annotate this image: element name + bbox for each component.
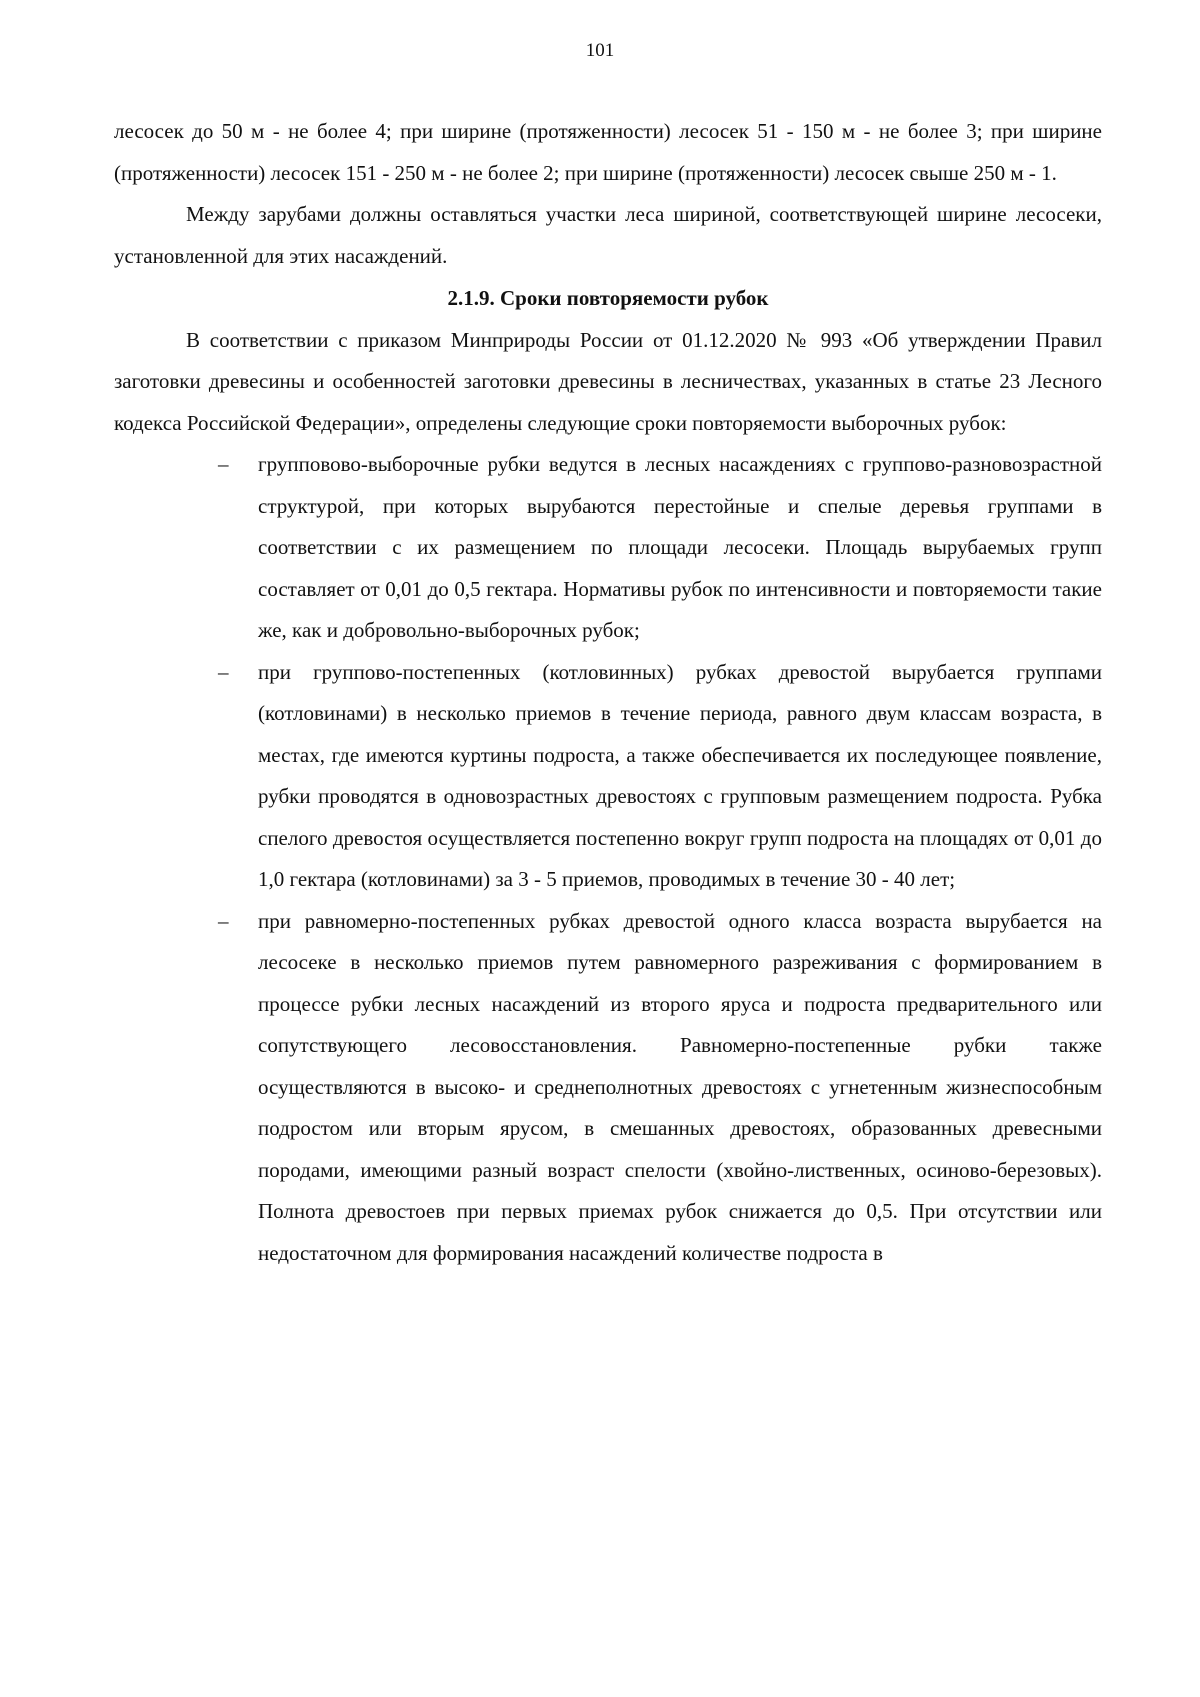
bullet-dash: – (218, 659, 229, 684)
bullet-dash: – (218, 452, 229, 476)
list-item-text: при группово-постепенных (котловинных) рубках древостой вырубается группами (котловинами) в несколько приемов в течение периода, равного двум классам возраста, в местах, где имеются куртины подроста, а также обеспечивается их последующее появление, рубки проводятся в одновозрастных древостоях с групповым размещением подроста. Рубка спелого древостоя осуществляется постепенно вокруг групп подроста на площадях от 0,01 до 1,0 гектара (котловинами) за 3 - 5 приемов, проводимых в течение 30 - 40 лет; (258, 659, 1102, 891)
section-heading: 2.1.9. Сроки повторяемости рубок (447, 286, 769, 310)
bullet-list (114, 444, 1102, 1274)
paragraph-continuation: лесосек до 50 м - не более 4; при ширине (протяженности) лесосек 51 - 150 м - не более 3; при ширине (протяженности) лесосек 151 - 250 м - не более 2; при ширине (протяженности) лесосек свыше 250 м - 1. (114, 119, 1102, 185)
list-item (114, 901, 1102, 1275)
list-item-text: групповово-выборочные рубки ведутся в лесных насаждениях с группово-разновозрастной структурой, при которых вырубаются перестойные и спелые деревья группами в соответствии с их размещением по площади лесосеки. Площадь вырубаемых групп составляет от 0,01 до 0,5 гектара. Нормативы рубок по интенсивности и повторяемости такие же, как и добровольно-выборочных рубок; (258, 452, 1102, 642)
bullet-dash: – (218, 908, 229, 933)
paragraph-clearings: Между зарубами должны оставляться участки леса шириной, соответствующей ширине лесосеки, установленной для этих насаждений. (114, 202, 1102, 268)
page-number: 101 (585, 40, 615, 61)
list-item (114, 652, 1102, 901)
list-item (114, 444, 1102, 652)
paragraph-intro: В соответствии с приказом Минприроды России от 01.12.2020 № 993 «Об утверждении Правил заготовки древесины и особенностей заготовки древесины в лесничествах, указанных в статье 23 Лесного кодекса Российской Федерации», определены следующие сроки повторяемости выборочных рубок: (114, 327, 1102, 435)
page-content (114, 111, 1102, 1274)
list-item-text: при равномерно-постепенных рубках древостой одного класса возраста вырубается на лесосеке в несколько приемов путем равномерного разреживания с формированием в процессе рубки лесных насаждений из второго яруса и подроста предварительного или сопутствующего лесовосстановления. Равномерно-постепенные рубки также осуществляются в высоко- и среднеполнотных древостоях с угнетенным жизнеспособным подростом или вторым ярусом, в смешанных древостоях, образованных древесными породами, имеющими разный возраст спелости (хвойно-лиственных, осиново-березовых). Полнота древостоев при первых приемах рубок снижается до 0,5. При отсутствии или недостаточном для формирования насаждений количестве подроста в (258, 908, 1102, 1265)
